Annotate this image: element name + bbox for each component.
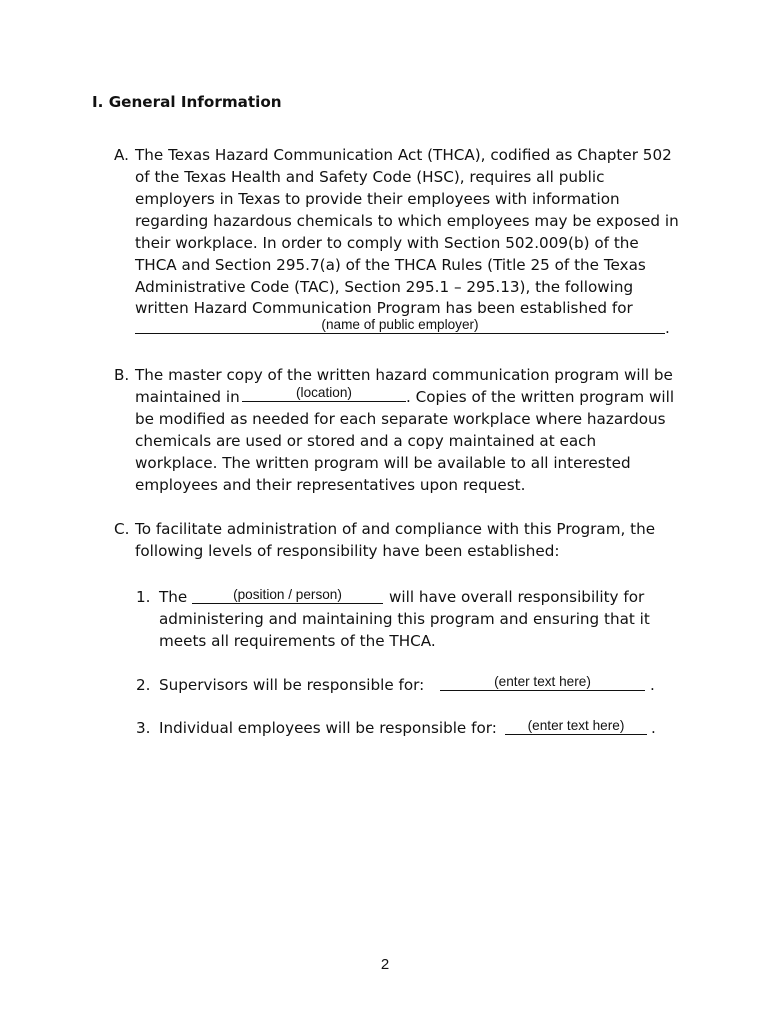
paragraph-c-line: To facilitate administration of and compliance with this Program, the	[135, 520, 656, 538]
employer-name-field[interactable]	[135, 317, 665, 334]
paragraph-b-line: chemicals are used or stored and a copy maintained at each	[135, 432, 597, 450]
location-field[interactable]	[242, 385, 406, 402]
item-1-prefix: The	[159, 588, 188, 606]
paragraph-b-marker: B.	[114, 366, 130, 384]
item-3-period: .	[651, 719, 656, 737]
item-1-line: administering and maintaining this program and ensuring that it	[159, 610, 650, 628]
item-1-marker: 1.	[136, 588, 151, 606]
item-3-prefix: Individual employees will be responsible for:	[159, 719, 497, 737]
paragraph-b-line: be modified as needed for each separate workplace where hazardous	[135, 410, 666, 428]
paragraph-b-line: . Copies of the written program will	[406, 388, 675, 406]
paragraph-b-line: employees and their representatives upon request.	[135, 476, 526, 494]
paragraph-a-period: .	[665, 319, 670, 337]
supervisor-duties-placeholder: (enter text here)	[494, 674, 591, 689]
paragraph-a-line: written Hazard Communication Program has been established for	[135, 299, 633, 317]
paragraph-a-line: THCA and Section 295.7(a) of the THCA Rules (Title 25 of the Texas	[135, 256, 646, 274]
item-2-marker: 2.	[136, 676, 151, 694]
page-number: 2	[380, 956, 390, 973]
paragraph-a-line: Administrative Code (TAC), Section 295.1 – 295.13), the following	[135, 278, 634, 296]
item-2-period: .	[650, 676, 655, 694]
paragraph-b-line: workplace. The written program will be available to all interested	[135, 454, 631, 472]
paragraph-c-line: following levels of responsibility have been established:	[135, 542, 560, 560]
section-heading: I. General Information	[92, 93, 282, 111]
employee-duties-placeholder: (enter text here)	[527, 718, 625, 733]
paragraph-a-marker: A.	[114, 146, 129, 164]
employer-name-placeholder: (name of public employer)	[321, 317, 479, 332]
supervisor-duties-field[interactable]	[440, 674, 645, 691]
employee-duties-field[interactable]	[505, 718, 647, 735]
paragraph-a-line: regarding hazardous chemicals to which employees may be exposed in	[135, 212, 679, 230]
item-3-marker: 3.	[136, 719, 151, 737]
paragraph-a-line: of the Texas Health and Safety Code (HSC), requires all public	[135, 168, 605, 186]
item-1-line: meets all requirements of the THCA.	[159, 632, 436, 650]
location-placeholder: (location)	[296, 385, 352, 400]
item-2-prefix: Supervisors will be responsible for:	[159, 676, 425, 694]
paragraph-b-line: maintained in	[135, 388, 240, 406]
paragraph-c-marker: C.	[114, 520, 130, 538]
item-1-suffix: will have overall responsibility for	[389, 588, 645, 606]
position-person-field[interactable]	[192, 587, 383, 604]
paragraph-b-line: The master copy of the written hazard communication program will be	[135, 366, 673, 384]
paragraph-a-line: their workplace. In order to comply with Section 502.009(b) of the	[135, 234, 639, 252]
paragraph-a-line: The Texas Hazard Communication Act (THCA), codified as Chapter 502	[135, 146, 672, 164]
paragraph-a-line: employers in Texas to provide their employees with information	[135, 190, 620, 208]
position-person-placeholder: (position / person)	[233, 587, 342, 602]
